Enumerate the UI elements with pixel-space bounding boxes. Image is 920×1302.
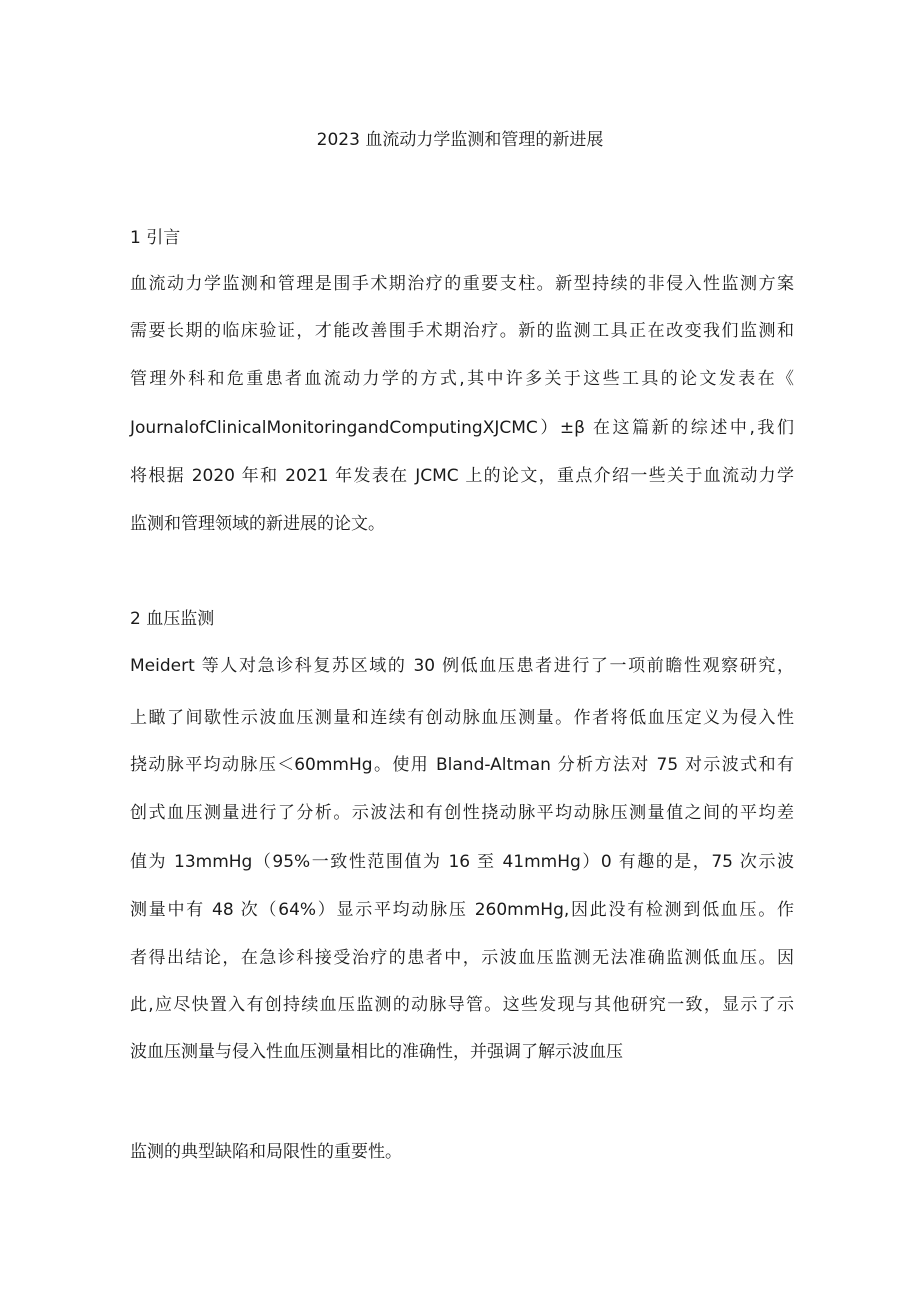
section-2-line: 挠动脉平均动脉压＜60mmHg。使用 Bland-Altman 分析方法对 75 对示波式和有 (130, 755, 794, 775)
section-2-line: 值为 13mmHg（95%一致性范围值为 16 至 41mmHg）0 有趣的是，75 次示波 (130, 852, 794, 872)
section-2-line: 波血压测量与侵入性血压测量相比的准确性，并强调了解示波血压 (130, 1042, 623, 1062)
section-1-line: 监测和管理领域的新进展的论文。 (130, 514, 385, 534)
section-1-line: 将根据 2020 年和 2021 年发表在 JCMC 上的论文，重点介绍一些关于血流动力学 (130, 466, 794, 486)
section-1-line: 管理外科和危重患者血流动力学的方式,其中许多关于这些工具的论文发表在《 (130, 369, 794, 389)
section-2-line: 此,应尽快置入有创持续血压监测的动脉导管。这些发现与其他研究一致，显示了示 (130, 995, 794, 1015)
document-title: 2023 血流动力学监测和管理的新进展 (316, 130, 604, 150)
section-1-line: 血流动力学监测和管理是围手术期治疗的重要支柱。新型持续的非侵入性监测方案 (130, 274, 794, 294)
section-2-continuation: 监测的典型缺陷和局限性的重要性。 (130, 1142, 402, 1162)
section-1-line: JournalofClinicalMonitoringandComputingXJCMC）±β 在这篇新的综述中,我们 (130, 418, 794, 438)
section-2-line: Meidert 等人对急诊科复苏区域的 30 例低血压患者进行了一项前瞻性观察研究， (130, 656, 794, 676)
section-1-line: 需要长期的临床验证，才能改善围手术期治疗。新的监测工具正在改变我们监测和 (130, 321, 794, 341)
section-1-heading: 1 引言 (130, 228, 181, 248)
section-2-line: 创式血压测量进行了分析。示波法和有创性挠动脉平均动脉压测量值之间的平均差 (130, 803, 794, 823)
section-2-line: 测量中有 48 次（64%）显示平均动脉压 260mmHg,因此没有检测到低血压。作 (130, 900, 794, 920)
section-2-line: 上瞰了间歇性示波血压测量和连续有创动脉血压测量。作者将低血压定义为侵入性 (130, 708, 794, 728)
section-2-heading: 2 血压监测 (130, 609, 215, 629)
section-2-line: 者得出结论，在急诊科接受治疗的患者中，示波血压监测无法准确监测低血压。因 (130, 948, 794, 968)
